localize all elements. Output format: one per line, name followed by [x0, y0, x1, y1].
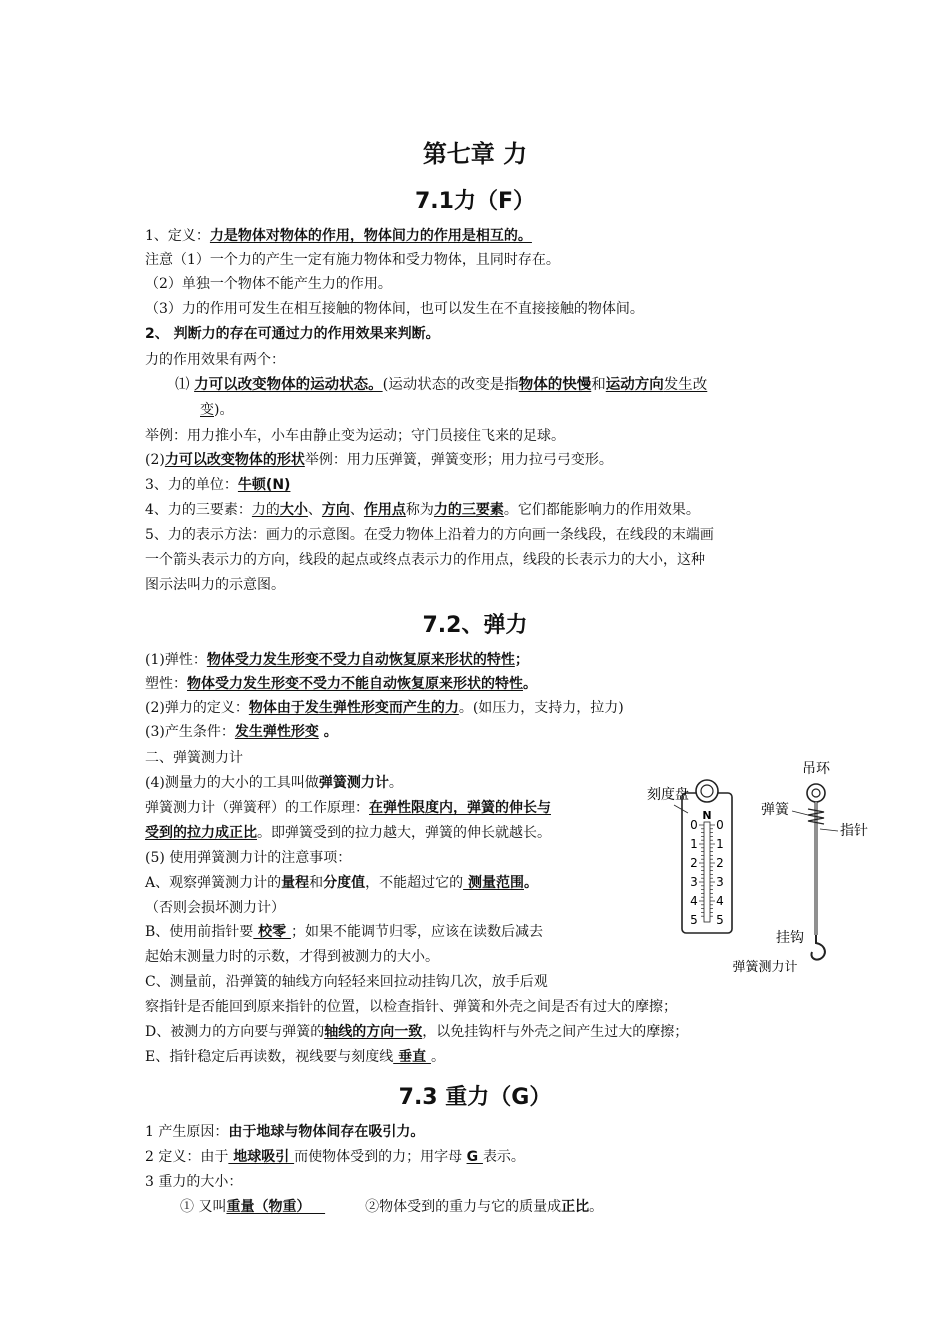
dial-track — [704, 822, 710, 922]
s2-line-6: (4)测量力的大小的工具叫做弹簧测力计。 — [145, 775, 403, 791]
s1-line-11: 3、力的单位：牛顿(N) — [145, 477, 291, 493]
s2-line-14: C、测量前，沿弹簧的轴线方向轻轻来回拉动挂钩几次，放手后观 — [145, 974, 548, 990]
dial-ring-inner — [701, 785, 713, 797]
pointer-label-leader — [820, 829, 838, 831]
section-title-7-3: 7.3 重力（G） — [398, 1085, 552, 1110]
s3-line-1: 1 产生原因：由于地球与物体间存在吸引力。 — [145, 1124, 425, 1140]
s1-line-6: 力的作用效果有两个： — [145, 352, 285, 368]
s3-line-2: 2 定义：由于 地球吸引 而使物体受到的力；用字母 G 表示。 — [145, 1149, 525, 1165]
section-title-7-1: 7.1力（F） — [414, 189, 535, 214]
s2-line-1: (1)弹性：物体受力发生形变不受力自动恢复原来形状的特性； — [145, 652, 529, 668]
scale-number: 2 — [690, 856, 698, 870]
s2-line-9: (5) 使用弹簧测力计的注意事项： — [145, 850, 352, 866]
s2-line-16: D、被测力的方向要与弹簧的轴线的方向一致，以免挂钩杆与外壳之间产生过大的摩擦； — [145, 1024, 689, 1040]
s2-line-15: 察指针是否能回到原来指针的位置，以检查指针、弹簧和外壳之间是否有过大的摩擦； — [145, 999, 677, 1015]
s3-line-4: ① 又叫重量（物重） ②物体受到的重力与它的质量成正比。 — [180, 1199, 604, 1215]
s1-line-14: 一个箭头表示力的方向，线段的起点或终点表示力的作用点，线段的长表示力的大小，这种 — [145, 552, 705, 568]
scale-number: 4 — [716, 894, 724, 908]
s1-line-4: （3）力的作用可发生在相互接触的物体间，也可以发生在不直接接触的物体间。 — [145, 301, 644, 317]
s2-line-4: (3)产生条件：发生弹性形变 。 — [145, 724, 338, 740]
spring-scale-figure — [630, 755, 880, 985]
s2-line-13: 起始末测量力时的示数，才得到被测力的大小。 — [145, 949, 439, 965]
scale-number: 5 — [716, 913, 724, 927]
s1-line-13: 5、力的表示方法：画力的示意图。在受力物体上沿着力的方向画一条线段，在线段的末端画 — [145, 527, 714, 543]
scale-number: 0 — [690, 818, 698, 832]
hook-label: 挂钩 — [776, 930, 804, 946]
s1-line-1: 1、定义：力是物体对物体的作用，物体间力的作用是相互的。 — [145, 228, 532, 244]
scale-number: 1 — [716, 837, 724, 851]
s1-line-12: 4、力的三要素：力的大小、方向、作用点称为力的三要素。它们都能影响力的作用效果。 — [145, 502, 700, 518]
s3-line-3: 3 重力的大小： — [145, 1174, 243, 1190]
scale-number: 3 — [690, 875, 698, 889]
s1-line-10: (2)力可以改变物体的形状举例：用力压弹簧，弹簧变形；用力拉弓弓变形。 — [145, 452, 613, 468]
s2-line-17: E、指针稳定后再读数，视线要与刻度线 垂直 。 — [145, 1049, 445, 1065]
pointer-label: 指针 — [840, 823, 868, 839]
dial-n-mark: N — [702, 809, 712, 822]
s2-line-8: 受到的拉力成正比。即弹簧受到的拉力越大，弹簧的伸长就越长。 — [145, 825, 551, 841]
s2-line-12: B、使用前指针要 校零 ；如果不能调节归零，应该在读数后减去 — [145, 924, 544, 940]
chapter-title: 第七章 力 — [422, 140, 528, 168]
hanging-ring-inner — [812, 789, 820, 797]
dial-label: 刻度盘 — [647, 787, 689, 803]
s2-line-7: 弹簧测力计（弹簧秤）的工作原理：在弹性限度内，弹簧的伸长与 — [145, 800, 551, 816]
scale-number: 2 — [716, 856, 724, 870]
scale-number: 4 — [690, 894, 698, 908]
figure-caption: 弹簧测力计 — [732, 960, 798, 975]
s2-line-10: A、观察弹簧测力计的量程和分度值，不能超过它的 测量范围。 — [145, 875, 538, 891]
s1-line-2: 注意（1）一个力的产生一定有施力物体和受力物体，且同时存在。 — [145, 252, 560, 268]
s2-line-11: （否则会损坏测力计） — [145, 900, 285, 916]
balance-hook — [811, 935, 824, 960]
s1-line-5: 2、 判断力的存在可通过力的作用效果来判断。 — [145, 326, 440, 342]
s1-line-9: 举例：用力推小车，小车由静止变为运动；守门员接住飞来的足球。 — [145, 428, 565, 444]
scale-number: 3 — [716, 875, 724, 889]
s1-line-8: 变)。 — [200, 402, 234, 418]
section-title-7-2: 7.2、弹力 — [422, 613, 528, 638]
spring-label-leader — [792, 811, 808, 815]
spring-label: 弹簧 — [761, 802, 789, 818]
s2-line-3: (2)弹力的定义：物体由于发生弹性形变而产生的力。(如压力，支持力，拉力) — [145, 700, 624, 716]
s2-line-2: 塑性：物体受力发生形变不受力不能自动恢复原来形状的特性。 — [145, 676, 537, 692]
s1-line-3: （2）单独一个物体不能产生力的作用。 — [145, 276, 392, 292]
scale-number: 1 — [690, 837, 698, 851]
ring-label: 吊环 — [802, 761, 830, 777]
s1-line-7: ⑴ 力可以改变物体的运动状态。(运动状态的改变是指物体的快慢和运动方向发生改 — [175, 377, 708, 393]
scale-number: 5 — [690, 913, 698, 927]
scale-number: 0 — [716, 818, 724, 832]
s1-line-15: 图示法叫力的示意图。 — [145, 577, 285, 593]
s2-line-5: 二、弹簧测力计 — [145, 750, 243, 766]
